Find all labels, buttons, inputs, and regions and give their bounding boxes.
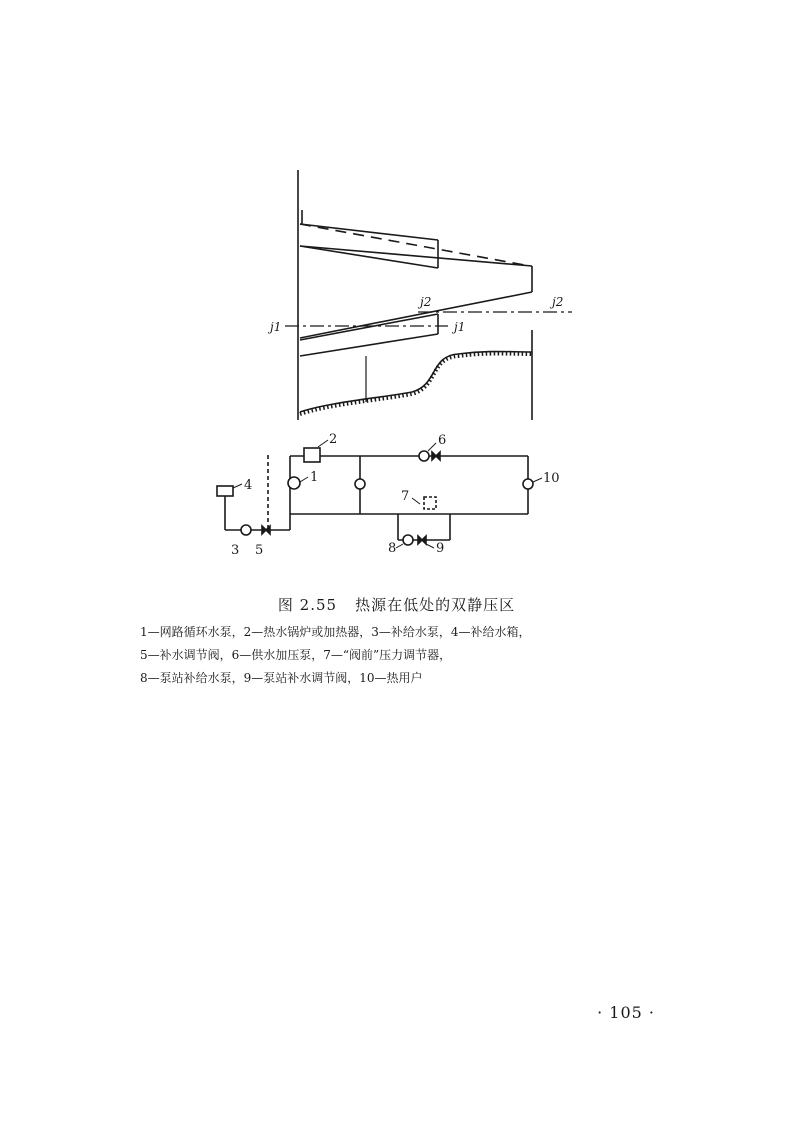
- terrain-profile: [300, 352, 532, 413]
- return-pressure-line: [300, 292, 532, 338]
- label-j1-left: j1: [270, 320, 282, 334]
- label-j2-mid: j2: [420, 295, 432, 309]
- circulation-pump-1: [288, 477, 300, 489]
- booster-pump-6: [419, 451, 429, 461]
- legend-line-3: 8—泵站补给水泵，9—泵站补水调节阀，10—热用户: [140, 671, 423, 685]
- heat-user-10: [523, 479, 533, 489]
- component-label-7: 7: [401, 489, 410, 504]
- component-label-8: 8: [388, 541, 397, 556]
- component-label-6: 6: [438, 433, 447, 448]
- label-j2-right: j2: [552, 295, 564, 309]
- label-j1-right: j1: [454, 320, 466, 334]
- makeup-pump-3: [241, 525, 251, 535]
- figure-caption: [0, 594, 793, 615]
- component-label-9: 9: [436, 541, 445, 556]
- mid-element: [355, 479, 365, 489]
- page-number: · 105 ·: [597, 1003, 655, 1022]
- upper-wedge-top: [300, 224, 438, 240]
- valve-6: [432, 452, 440, 460]
- lower-wedge-bottom: [300, 334, 438, 356]
- lower-wedge-top: [300, 314, 438, 340]
- component-label-10: 10: [543, 471, 560, 486]
- station-valve-9: [418, 536, 426, 544]
- component-label-1: 1: [310, 470, 319, 485]
- supply-pressure-line: [300, 246, 532, 266]
- pressure-regulator-7: [424, 497, 436, 509]
- terrain-hatch: [300, 354, 532, 415]
- station-pump-8: [403, 535, 413, 545]
- component-label-3: 3: [231, 543, 240, 558]
- makeup-valve-5: [262, 526, 270, 534]
- component-label-2: 2: [329, 432, 338, 447]
- legend-line-1: 1—网路循环水泵，2—热水锅炉或加热器，3—补给水泵，4—补给水箱，: [140, 625, 531, 639]
- upper-wedge-bottom: [300, 246, 438, 268]
- figure-number: 图 2.55: [277, 596, 338, 614]
- boiler-2: [304, 448, 320, 462]
- makeup-tank-4: [217, 486, 233, 496]
- dashed-head-line: [300, 224, 530, 266]
- component-label-4: 4: [244, 478, 253, 493]
- component-label-5: 5: [255, 543, 264, 558]
- legend-line-2: 5—补水调节阀，6—供水加压泵，7—“阀前”压力调节器，: [140, 648, 452, 662]
- figure-title: 热源在低处的双静压区: [355, 596, 516, 614]
